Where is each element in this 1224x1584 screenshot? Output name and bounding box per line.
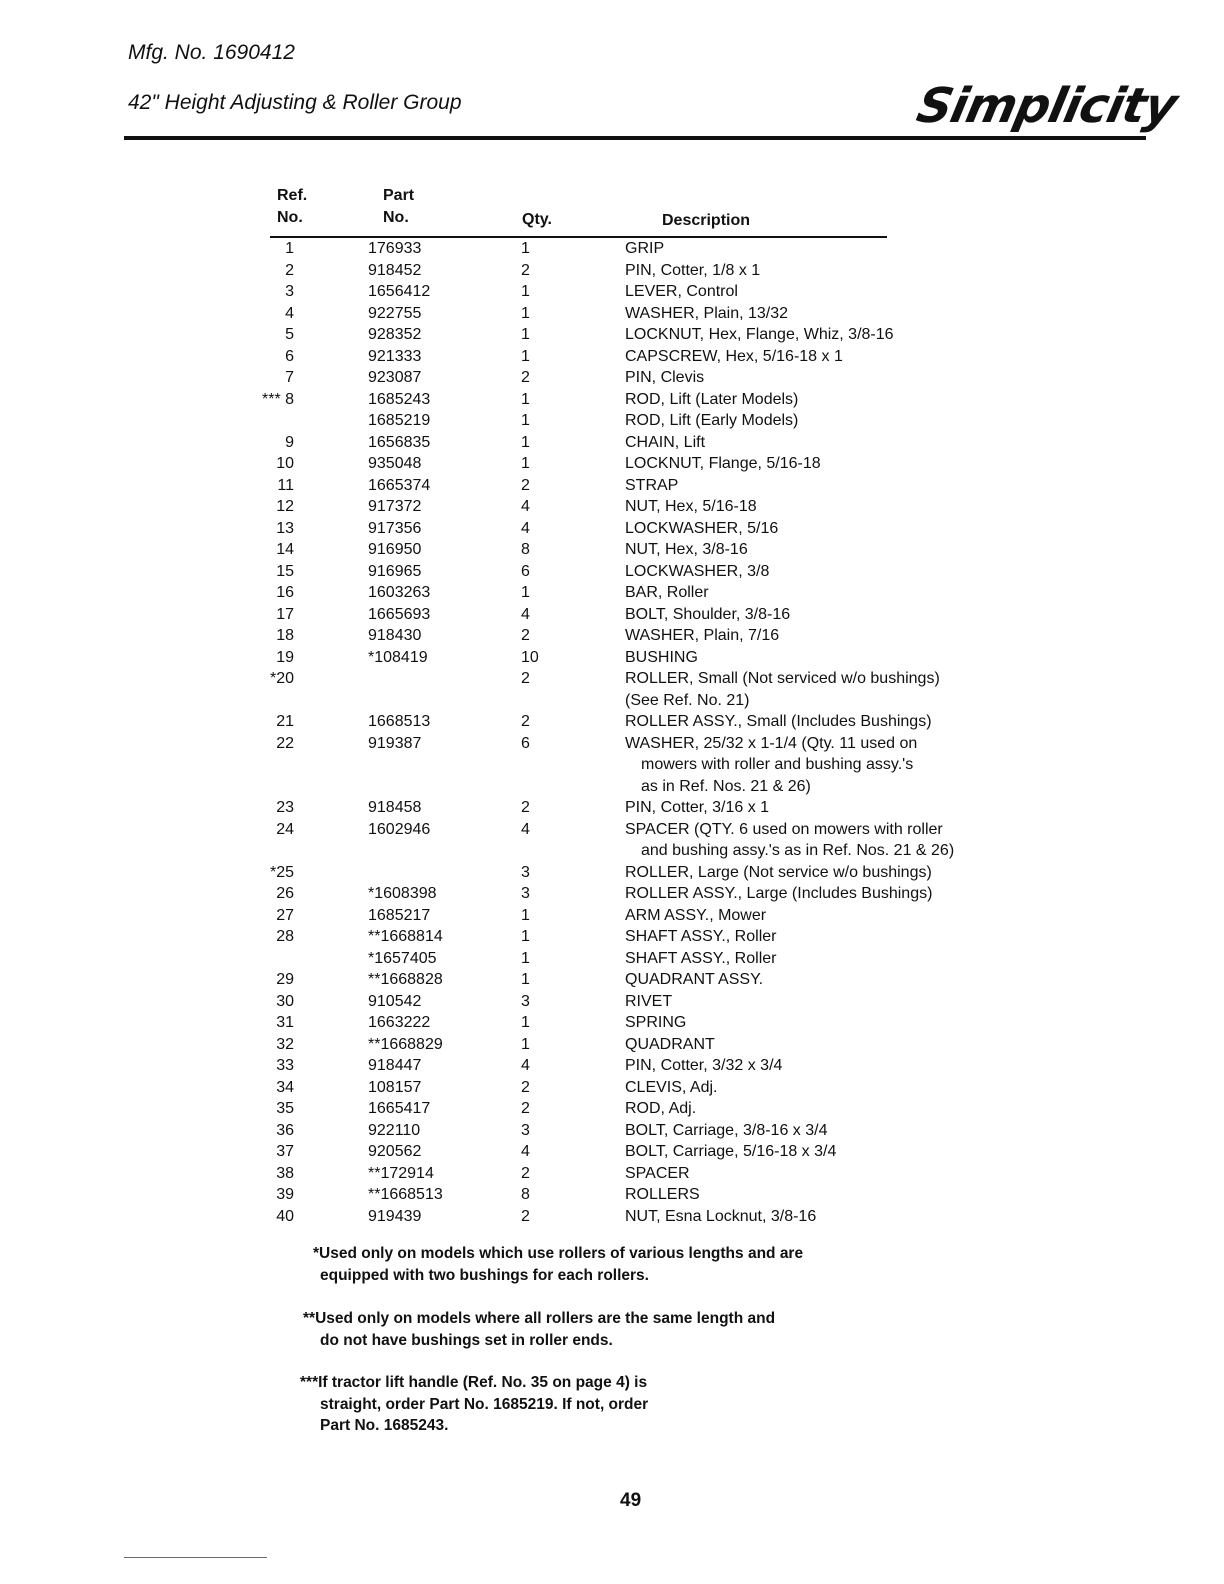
footnote-3-line2: straight, order Part No. 1685219. If not, order (320, 1396, 649, 1413)
ref-cell: 5 (285, 326, 294, 343)
ref-cell: 32 (276, 1035, 294, 1053)
table-row (0, 1055, 1224, 1077)
description-cell: WASHER, Plain, 13/32 (625, 304, 789, 322)
quantity-cell: 4 (521, 519, 530, 537)
description-cell: ARM ASSY., Mower (625, 906, 767, 924)
part-number-cell: 1685243 (368, 390, 431, 408)
part-number-cell: 920562 (368, 1143, 422, 1160)
description-cell: NUT, Hex, 5/16-18 (625, 498, 757, 515)
description-cell: WASHER, Plain, 7/16 (625, 627, 780, 644)
description-continuation: as in Ref. Nos. 21 & 26) (641, 777, 811, 795)
description-continuation: (See Ref. No. 21) (625, 691, 750, 709)
table-row (0, 668, 1224, 711)
description-continuation: mowers with roller and bushing assy.'s (641, 756, 914, 773)
ref-cell: 4 (285, 304, 294, 322)
description-cell: STRAP (625, 476, 679, 494)
part-number-cell: **172914 (368, 1164, 434, 1182)
table-row (0, 453, 1224, 475)
table-row (0, 1163, 1224, 1185)
ref-cell: 6 (285, 347, 294, 365)
quantity-cell: 10 (521, 648, 539, 666)
quantity-cell: 1 (521, 906, 530, 924)
part-number-cell: 1656412 (368, 283, 431, 300)
quantity-cell: 1 (521, 928, 530, 945)
ref-cell: 17 (276, 605, 294, 623)
ref-cell: 38 (276, 1164, 294, 1182)
table-row (0, 539, 1224, 561)
quantity-cell: 2 (521, 261, 530, 279)
brand-logo: Simplicity (912, 78, 1182, 134)
ref-cell: 18 (276, 627, 294, 644)
description-cell: CAPSCREW, Hex, 5/16-18 x 1 (625, 347, 843, 365)
description-cell: PIN, Cotter, 1/8 x 1 (625, 261, 761, 279)
description-cell: BUSHING (625, 648, 698, 666)
description-cell: PIN, Clevis (625, 369, 705, 386)
ref-cell: 10 (276, 455, 294, 472)
table-row (0, 1098, 1224, 1120)
table-row (0, 475, 1224, 497)
table-row (0, 797, 1224, 819)
ref-cell: 33 (276, 1057, 294, 1074)
description-cell: BAR, Roller (625, 584, 709, 601)
table-row (0, 862, 1224, 884)
ref-cell: 12 (276, 498, 294, 515)
table-row (0, 926, 1224, 948)
ref-cell: 2 (285, 261, 294, 279)
ref-cell: *25 (269, 863, 294, 881)
part-number-cell: **1668829 (368, 1035, 443, 1053)
part-number-cell: 1665374 (368, 476, 431, 494)
quantity-cell: 1 (521, 584, 530, 601)
part-number-cell: 176933 (368, 240, 422, 257)
description-cell: SPACER (QTY. 6 used on mowers with roller (625, 820, 943, 838)
ref-cell: 21 (276, 713, 294, 730)
part-header-line1: Part (383, 187, 415, 204)
description-cell: PIN, Cotter, 3/32 x 3/4 (625, 1057, 783, 1074)
part-header-line2: No. (383, 209, 409, 226)
description-cell: ROLLER ASSY., Small (Includes Bushings) (625, 713, 932, 730)
quantity-cell: 6 (521, 734, 530, 752)
ref-cell: 34 (276, 1078, 294, 1096)
ref-cell: 39 (276, 1186, 294, 1203)
description-header: Description (662, 212, 751, 229)
part-number-cell: 916950 (368, 541, 422, 558)
part-number-cell: 921333 (368, 347, 422, 365)
description-cell: ROLLERS (625, 1186, 700, 1203)
quantity-cell: 3 (521, 1121, 530, 1139)
table-row (0, 991, 1224, 1013)
quantity-cell: 2 (521, 1164, 530, 1182)
table-row (0, 1184, 1224, 1206)
description-continuation: and bushing assy.'s as in Ref. Nos. 21 & 26) (641, 842, 955, 859)
quantity-cell: 1 (521, 1014, 530, 1031)
description-cell: ROLLER, Small (Not serviced w/o bushings) (625, 670, 940, 687)
part-number-cell: 918430 (368, 627, 422, 644)
part-number-cell: 1685219 (368, 412, 431, 429)
quantity-cell: 1 (521, 347, 530, 365)
description-cell: ROD, Lift (Early Models) (625, 412, 799, 429)
part-number-cell: 1656835 (368, 433, 431, 451)
table-row (0, 1141, 1224, 1163)
description-cell: LOCKNUT, Hex, Flange, Whiz, 3/8-16 (625, 326, 894, 343)
description-cell: SHAFT ASSY., Roller (625, 928, 777, 945)
table-row (0, 303, 1224, 325)
ref-cell: 1 (285, 240, 294, 257)
part-number-cell: **1668513 (368, 1186, 443, 1203)
description-cell: ROD, Lift (Later Models) (625, 390, 799, 408)
part-number-cell: *1657405 (368, 949, 437, 967)
ref-cell: 3 (285, 283, 294, 300)
part-number-cell: 918447 (368, 1057, 422, 1074)
table-row (0, 1034, 1224, 1056)
quantity-cell: 1 (521, 240, 530, 257)
part-number-cell: *1608398 (368, 885, 437, 902)
ref-cell: 24 (276, 820, 294, 838)
quantity-cell: 4 (521, 498, 530, 515)
table-row (0, 518, 1224, 540)
table-row (0, 604, 1224, 626)
ref-cell: 40 (276, 1207, 294, 1225)
description-cell: LOCKWASHER, 5/16 (625, 519, 779, 537)
footnote-3-line1: ***If tractor lift handle (Ref. No. 35 on page 4) is (300, 1374, 648, 1391)
table-row (0, 969, 1224, 991)
part-number-cell: **1668828 (368, 971, 443, 988)
ref-cell: 23 (276, 799, 294, 816)
footer-line (124, 1557, 267, 1558)
quantity-cell: 2 (521, 1078, 530, 1096)
description-cell: ROD, Adj. (625, 1100, 697, 1117)
ref-cell: 11 (277, 476, 294, 494)
ref-cell: 31 (276, 1014, 294, 1031)
table-row (0, 948, 1224, 970)
description-cell: GRIP (625, 240, 665, 257)
part-number-cell: 910542 (368, 992, 422, 1010)
table-row (0, 733, 1224, 798)
quantity-cell: 2 (521, 369, 530, 386)
part-number-cell: 1602946 (368, 820, 431, 838)
ref-cell: *** 8 (262, 390, 295, 408)
quantity-cell: 2 (521, 1207, 530, 1225)
ref-header-line2: No. (277, 209, 303, 226)
ref-cell: 28 (276, 928, 294, 945)
quantity-cell: 1 (521, 283, 530, 300)
part-number-cell: 1603263 (368, 584, 431, 601)
table-row (0, 496, 1224, 518)
parts-table (0, 238, 1224, 1227)
part-number-cell: 918452 (368, 261, 422, 279)
quantity-cell: 4 (521, 1143, 530, 1160)
description-cell: PIN, Cotter, 3/16 x 1 (625, 799, 770, 816)
footnote-2-line1: **Used only on models where all rollers are the same length and (303, 1310, 776, 1327)
table-row (0, 389, 1224, 411)
ref-cell: 30 (276, 992, 294, 1010)
part-number-cell: 935048 (368, 455, 422, 472)
quantity-cell: 4 (521, 820, 530, 838)
description-cell: CLEVIS, Adj. (625, 1078, 718, 1096)
table-row (0, 238, 1224, 260)
footnote-1-line1: *Used only on models which use rollers of various lengths and are (313, 1245, 804, 1262)
description-cell: QUADRANT ASSY. (625, 971, 764, 988)
ref-cell: 15 (276, 562, 294, 580)
table-row (0, 625, 1224, 647)
footnote-3-line3: Part No. 1685243. (320, 1417, 449, 1434)
description-cell: NUT, Hex, 3/8-16 (625, 541, 748, 558)
footnote-2-line2: do not have bushings set in roller ends. (320, 1332, 613, 1349)
description-cell: BOLT, Shoulder, 3/8-16 (625, 605, 791, 623)
quantity-cell: 1 (521, 433, 530, 451)
ref-cell: 7 (285, 369, 294, 386)
table-row (0, 410, 1224, 432)
part-number-cell: 923087 (368, 369, 422, 386)
description-cell: ROLLER ASSY., Large (Includes Bushings) (625, 885, 933, 902)
part-number-cell: 1668513 (368, 713, 431, 730)
description-cell: NUT, Esna Locknut, 3/8-16 (625, 1207, 817, 1225)
table-row (0, 432, 1224, 454)
description-cell: SPACER (625, 1164, 690, 1182)
part-number-cell: 917372 (368, 498, 422, 515)
group-title: 42" Height Adjusting & Roller Group (128, 91, 462, 114)
part-number-cell: **1668814 (368, 928, 443, 945)
part-number-cell: 1663222 (368, 1014, 431, 1031)
part-number-cell: 922110 (368, 1121, 421, 1139)
ref-header-line1: Ref. (277, 187, 308, 204)
ref-cell: 13 (276, 519, 294, 537)
description-cell: LEVER, Control (625, 283, 738, 300)
part-number-cell: 928352 (368, 326, 422, 343)
ref-cell: 27 (276, 906, 294, 924)
footnote-1-line2: equipped with two bushings for each rollers. (320, 1267, 649, 1284)
quantity-cell: 1 (521, 971, 530, 988)
part-number-cell: 918458 (368, 799, 422, 816)
page-number: 49 (620, 1490, 642, 1511)
quantity-cell: 2 (521, 476, 530, 494)
table-row (0, 711, 1224, 733)
quantity-cell: 3 (521, 863, 530, 881)
ref-cell: 37 (276, 1143, 294, 1160)
quantity-cell: 1 (521, 304, 530, 322)
table-row (0, 561, 1224, 583)
description-cell: CHAIN, Lift (625, 433, 706, 451)
table-row (0, 367, 1224, 389)
description-cell: BOLT, Carriage, 3/8-16 x 3/4 (625, 1121, 828, 1139)
ref-cell: 35 (276, 1100, 294, 1117)
header-rule (124, 136, 1146, 140)
part-number-cell: 1665693 (368, 605, 431, 623)
table-row (0, 346, 1224, 368)
table-row (0, 281, 1224, 303)
part-number-cell: 917356 (368, 519, 422, 537)
ref-cell: 36 (276, 1121, 294, 1139)
part-number-cell: 1685217 (368, 906, 431, 924)
ref-cell: *20 (269, 670, 294, 687)
quantity-cell: 1 (521, 412, 530, 429)
ref-cell: 26 (276, 885, 294, 902)
part-number-cell: 919439 (368, 1207, 422, 1225)
description-cell: WASHER, 25/32 x 1-1/4 (Qty. 11 used on (625, 734, 918, 752)
description-cell: LOCKWASHER, 3/8 (625, 562, 770, 580)
quantity-cell: 3 (521, 885, 530, 902)
quantity-cell: 1 (521, 390, 530, 408)
quantity-cell: 3 (521, 992, 530, 1010)
quantity-cell: 6 (521, 562, 530, 580)
part-number-cell: 919387 (368, 734, 422, 752)
quantity-cell: 2 (521, 627, 530, 644)
ref-cell: 16 (276, 584, 294, 601)
part-number-cell: 916965 (368, 562, 422, 580)
table-row (0, 1077, 1224, 1099)
description-cell: LOCKNUT, Flange, 5/16-18 (625, 455, 821, 472)
table-row (0, 582, 1224, 604)
quantity-cell: 2 (521, 713, 530, 730)
quantity-cell: 2 (521, 670, 530, 687)
part-number-cell: *108419 (368, 648, 428, 666)
description-cell: QUADRANT (625, 1035, 715, 1053)
quantity-cell: 8 (521, 1186, 530, 1203)
table-row (0, 1120, 1224, 1142)
part-number-cell: 108157 (368, 1078, 422, 1096)
part-number-cell: 922755 (368, 304, 422, 322)
table-row (0, 260, 1224, 282)
ref-cell: 19 (276, 648, 294, 666)
table-row (0, 819, 1224, 862)
quantity-cell: 4 (521, 1057, 530, 1074)
table-row (0, 883, 1224, 905)
quantity-cell: 8 (521, 541, 530, 558)
description-cell: RIVET (625, 992, 673, 1010)
quantity-cell: 1 (521, 326, 530, 343)
table-row (0, 1206, 1224, 1228)
description-cell: SPRING (625, 1014, 687, 1031)
qty-header: Qty. (522, 211, 552, 228)
ref-cell: 29 (276, 971, 294, 988)
table-row (0, 905, 1224, 927)
ref-cell: 14 (276, 541, 294, 558)
quantity-cell: 1 (521, 455, 530, 472)
quantity-cell: 1 (521, 949, 530, 967)
ref-cell: 9 (285, 433, 294, 451)
description-cell: ROLLER, Large (Not service w/o bushings) (625, 863, 932, 881)
quantity-cell: 4 (521, 605, 530, 623)
table-row (0, 324, 1224, 346)
part-number-cell: 1665417 (368, 1100, 431, 1117)
ref-cell: 22 (276, 734, 294, 752)
table-row (0, 1012, 1224, 1034)
table-row (0, 647, 1224, 669)
description-cell: BOLT, Carriage, 5/16-18 x 3/4 (625, 1143, 837, 1160)
description-cell: SHAFT ASSY., Roller (625, 949, 777, 967)
quantity-cell: 1 (521, 1035, 530, 1053)
manufacturing-number: Mfg. No. 1690412 (128, 41, 295, 64)
quantity-cell: 2 (521, 1100, 530, 1117)
quantity-cell: 2 (521, 799, 530, 816)
